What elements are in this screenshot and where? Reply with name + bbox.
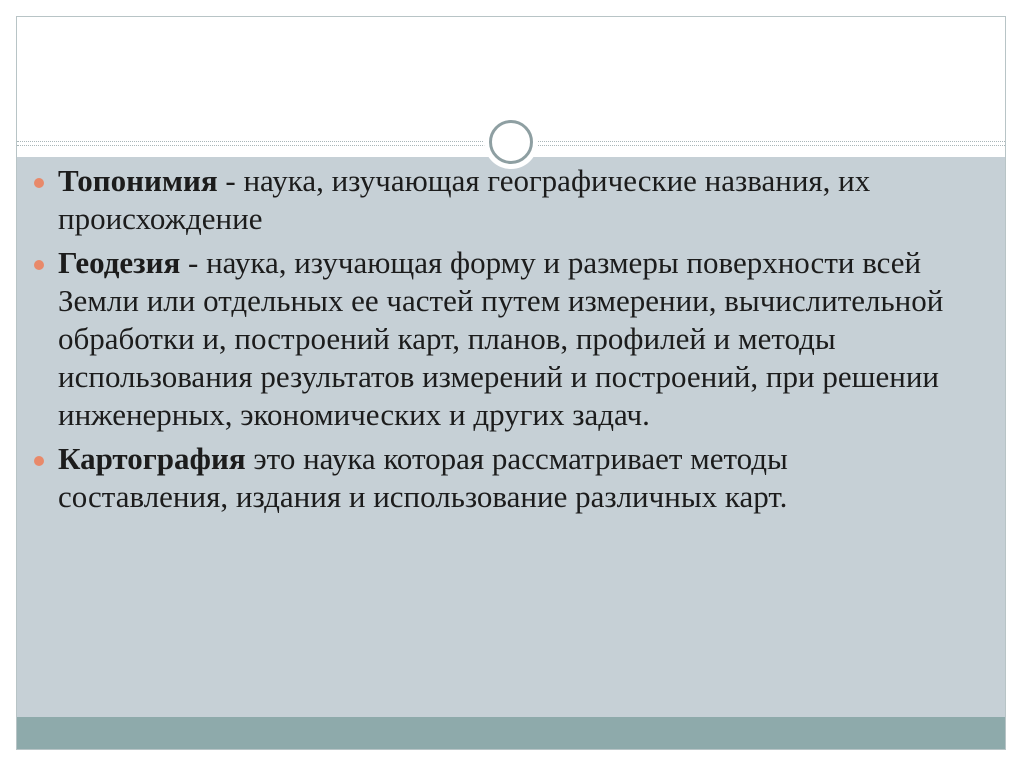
circle-bullet-icon	[34, 178, 44, 188]
list-item-cartography	[34, 440, 964, 516]
list-item-geodesy	[34, 244, 964, 434]
term-toponymy: Топонимия	[58, 163, 218, 198]
circle-bullet-icon	[34, 260, 44, 270]
term-cartography: Картография	[58, 441, 246, 476]
list-item-toponymy	[34, 162, 964, 238]
bullet-list	[34, 162, 964, 522]
circle-ring-icon	[484, 115, 538, 169]
definition-cartography: это наука которая рассматривает методы составления, издания и использование различных карт.	[58, 441, 788, 514]
circle-ring-inner	[489, 120, 533, 164]
definition-toponymy: - наука, изучающая географические названия, их происхождение	[58, 163, 871, 236]
circle-bullet-icon	[34, 456, 44, 466]
definition-geodesy: - наука, изучающая форму и размеры поверхности всей Земли или отдельных ее частей путем измерении, вычислительной обработки и, построений карт, планов, профилей и методы использования результатов измерений и построений, при решении инженерных, экономических и других задач.	[58, 245, 944, 432]
footer-band	[17, 717, 1005, 750]
term-geodesy: Геодезия	[58, 245, 181, 280]
